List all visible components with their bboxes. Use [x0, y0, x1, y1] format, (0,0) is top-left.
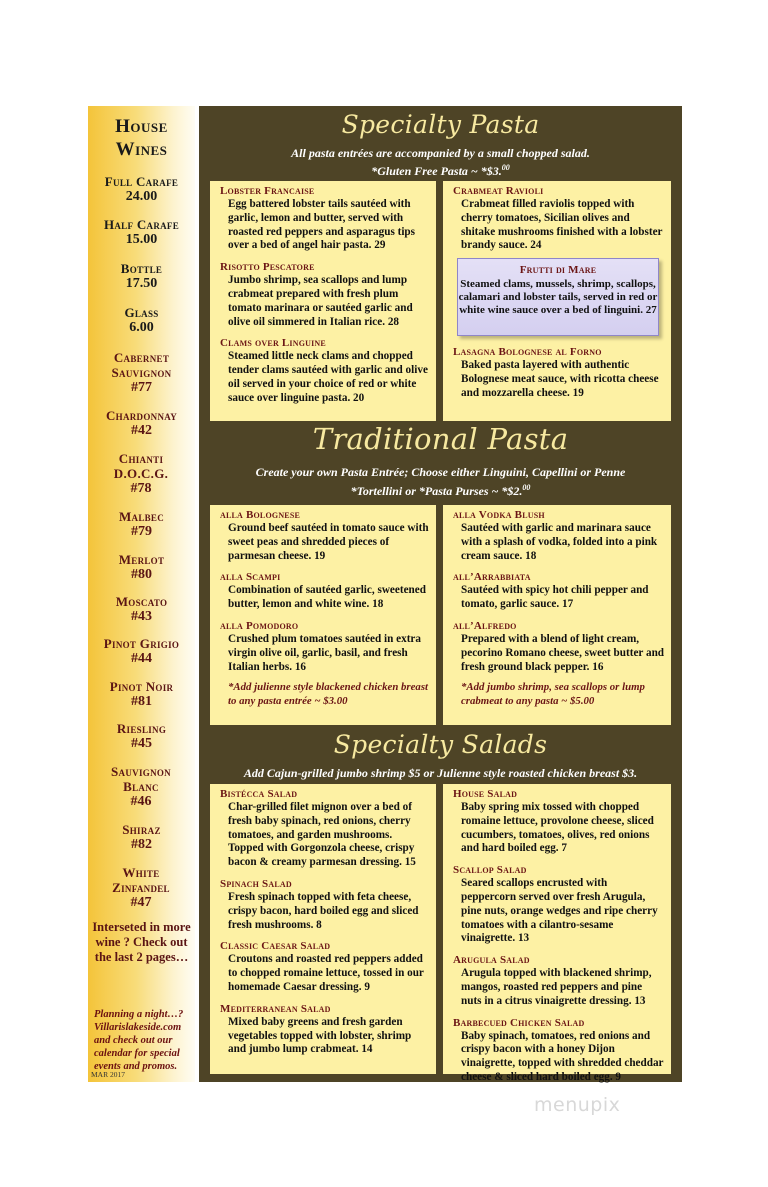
wine-item: Cabernet Sauvignon #77 [111, 350, 172, 395]
specialty-pasta-subtitle: All pasta entrées are accompanied by a small chopped salad. [291, 146, 590, 160]
menu-item: Lasagna Bolognese al Forno Baked pasta layered with authentic Bolognese meat sauce, with ricotta cheese and mozzarella cheese. 19 [453, 346, 659, 399]
menu-date: MAR 2017 [91, 1070, 125, 1079]
specialty-salads-title: Specialty Salads [333, 730, 548, 759]
wine-item: Sauvignon Blanc #46 [111, 764, 171, 809]
planning-note: Planning a night…? Villarislakeside.com and check out our calendar for special events and promos. [94, 1009, 184, 1072]
salads-left-box [210, 784, 436, 1074]
wine-item: Moscato #43 [115, 594, 168, 624]
wine-item: Bottle 17.50 [120, 261, 163, 291]
menu-item: Spinach Salad Fresh spinach topped with feta cheese, crispy bacon, hard boiled egg and sliced fresh mushrooms. 8 [220, 877, 419, 931]
menupix-watermark: menupix [534, 1094, 621, 1116]
menu-item: Arugula Salad Arugula topped with blackened shrimp, mangos, roasted red peppers and pine nuts in a citrus vinaigrette dressing. 13 [453, 954, 652, 1007]
menu-item: Lobster Francaise Egg battered lobster tails sautéed with garlic, lemon and butter, served with roasted red peppers and asparagus tips over a bed of angel hair pasta. 29 [220, 185, 416, 252]
sidebar-title-line2: Wines [115, 139, 168, 160]
menu-item: all’Arrabbiata Sautéed with spicy hot chili pepper and tomato, garlic sauce. 17 [453, 571, 649, 611]
wine-item: Pinot Noir #81 [109, 679, 174, 709]
specialty-pasta-left-box [210, 181, 436, 421]
menu-main-panel [199, 106, 682, 1082]
menu-item: Scallop Salad Seared scallops encrusted with peppercorn served over fresh Arugula, pine nuts, orange wedges and ripe cherry tomatoes with a cilantro-sesame vinaigrette. 13 [453, 864, 658, 945]
menu-item: Barbecued Chicken Salad Baby spinach, tomatoes, red onions and crispy bacon with a honey Dijon vinaigrette, topped with shredded cheddar cheese & sliced hard boiled egg. 9 [453, 1016, 664, 1083]
more-wine-note: Interseted in more wine ? Check out the last 2 pages… [92, 920, 191, 964]
menu-item: Bistécca Salad Char-grilled filet mignon over a bed of fresh baby spinach, red onions, cherry tomatoes, and garden mushrooms. Topped with Gorgonzola cheese, crispy bacon & creamy parmesan dressing. 15 [220, 788, 416, 869]
wine-item: Half Carafe 15.00 [103, 217, 180, 247]
seafood-addon-note: *Add jumbo shrimp, sea scallops or lump crabmeat to any pasta ~ $5.00 [461, 681, 645, 707]
menu-item: alla Pomodoro Crushed plum tomatoes sautéed in extra virgin olive oil, garlic, basil, and fresh Italian herbs. 16 [220, 619, 421, 673]
wine-item: Chardonnay #42 [105, 408, 178, 438]
frutti-di-mare-feature: Frutti di Mare Steamed clams, mussels, shrimp, scallops, calamari and lobster tails, served in red or white wine sauce over a bed of linguini. 27 [457, 258, 659, 336]
wine-item: Riesling #45 [116, 721, 167, 751]
wine-item: Shiraz #82 [122, 822, 161, 852]
specialty-pasta-title: Specialty Pasta [341, 110, 540, 139]
menu-item: alla Vodka Blush Sautéed with garlic and marinara sauce with a splash of vodka, folded into a pink cream sauce. 18 [453, 509, 658, 562]
wine-item: Merlot #80 [118, 552, 165, 582]
wine-item: Glass 6.00 [124, 305, 159, 335]
sidebar-title-line1: House [115, 116, 168, 137]
menu-item: Clams over Linguine Steamed little neck clams and chopped tender clams sautéed with garlic and olive oil served in your choice of red or white sauce over linguine pasta. 20 [220, 337, 428, 404]
menu-item: Crabmeat Ravioli Crabmeat filled raviolis topped with cherry tomatoes, Sicilian olives and shitake mushrooms finished with a lobster brandy sauce. 24 [453, 185, 663, 252]
wine-item: White Zinfandel #47 [112, 865, 170, 910]
tortellini-note: *Tortellini or *Pasta Purses ~ *$2.00 [350, 483, 531, 498]
menu-item: Risotto Pescatore Jumbo shrimp, sea scallops and lump crabmeat prepared with fresh plum tomato marinara or sautéed garlic and olive oil simmered in Italian rice. 28 [220, 261, 413, 328]
menu-item: House Salad Baby spring mix tossed with chopped romaine lettuce, provolone cheese, sliced cucumbers, tomatoes, olives, red onions and hard boiled egg. 7 [453, 788, 654, 855]
menu-item: Classic Caesar Salad Croutons and roasted red peppers added to chopped romaine lettuce, tossed in our homemade Caesar dressing. 9 [220, 940, 424, 993]
menu-item: all’Alfredo Prepared with a blend of light cream, pecorino Romano cheese, sweet butter and fresh ground black pepper. 16 [453, 619, 665, 673]
salads-right-box [443, 784, 671, 1083]
menu-item: alla Scampi Combination of sautéed garlic, sweetened butter, lemon and white wine. 18 [220, 571, 426, 611]
menu-item: alla Bolognese Ground beef sautéed in tomato sauce with sweet peas and shredded pieces of parmesan cheese. 19 [220, 509, 429, 562]
house-wines-sidebar [88, 106, 195, 1082]
wine-item: Chianti D.O.C.G. #78 [113, 451, 169, 496]
traditional-pasta-right-box [443, 505, 671, 725]
traditional-pasta-title: Traditional Pasta [312, 422, 569, 456]
wine-item: Pinot Grigio #44 [103, 636, 180, 666]
traditional-pasta-left-box [210, 505, 436, 725]
wine-item: Full Carafe 24.00 [104, 174, 179, 204]
chicken-addon-note: *Add julienne style blackened chicken breast to any pasta entrée ~ $3.00 [228, 681, 429, 707]
salad-addon-subtitle: Add Cajun-grilled jumbo shrimp $5 or Julienne style roasted chicken breast $3. [243, 766, 638, 780]
traditional-pasta-subtitle: Create your own Pasta Entrée; Choose either Linguini, Capellini or Penne [255, 465, 626, 479]
menu-item: Mediterranean Salad Mixed baby greens and fresh garden vegetables topped with lobster, shrimp and jumbo lump crabmeat. 14 [220, 1002, 412, 1056]
wine-item: Malbec #79 [118, 509, 165, 539]
gluten-free-note: *Gluten Free Pasta ~ *$3.00 [371, 163, 510, 178]
